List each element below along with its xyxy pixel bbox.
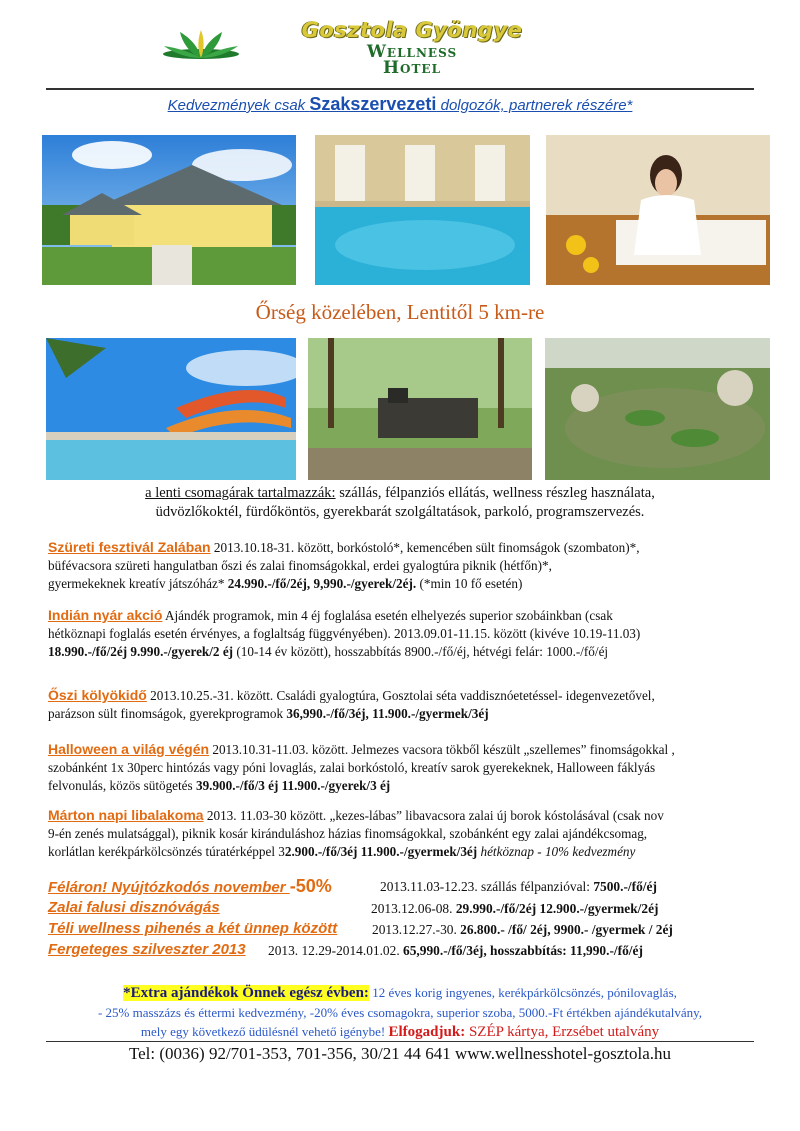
short-offer-teli-wellness	[48, 920, 337, 937]
short-offer-dates: 2013.11.03-12.23.	[380, 879, 478, 894]
extra-text: - 25% masszázs és éttermi kedvezmény, -20% éves csomagokra, superior szoba, 5000.-Ft értékben ajándékutalvány,	[97, 1005, 703, 1020]
short-offer-disznovagas-details	[371, 901, 659, 917]
promo-suffix: dolgozók, partnerek részére*	[436, 97, 633, 114]
hotel-room-photo	[546, 135, 770, 285]
short-offer-price: 26.800.- /fő/ 2éj, 9900.- /gyermek / 2éj	[460, 922, 673, 937]
offer-title: Halloween a világ végén	[48, 741, 210, 757]
offer-title: Szüreti fesztivál Zalában	[48, 539, 211, 555]
logo-leaf-icon	[160, 28, 242, 68]
offer-title: Indián nyár akció	[48, 607, 163, 623]
offer-indian-summer	[48, 606, 768, 661]
brand-line3: Hotel	[382, 58, 442, 78]
offer-text: gyermekeknek kreatív játszóház*	[48, 576, 228, 591]
garden-pond-photo	[545, 338, 770, 480]
offer-note: hétköznap - 10% kedvezmény	[477, 844, 636, 859]
short-offer-title: Féláron! Nyújtózkodós november	[48, 879, 290, 896]
accept-text: SZÉP kártya, Erzsébet utalvány	[465, 1024, 660, 1040]
short-offer-dates: 2013.12.06-08.	[371, 901, 453, 916]
offer-text: 2013.10.25.-31. között. Családi gyalogtúra, Gosztolai séta vaddisznóetetéssel- idegenvezetővel,	[146, 688, 655, 703]
offer-text: korlátlan kerékpárkölcsönzés túratérképpel 3	[48, 844, 285, 859]
promo-highlight: Szakszervezeti	[309, 94, 437, 114]
extra-gifts	[40, 983, 760, 1042]
offer-text: felvonulás, közös sütögetés	[48, 778, 196, 793]
offer-text: Ajándék programok, min 4 éj foglalása esetén elhelyezés superior szobáinkban (csak	[162, 608, 613, 623]
short-offer-text: szállás félpanzióval:	[477, 879, 594, 894]
location-subtitle: Őrség közelében, Lentitől 5 km-re	[255, 300, 545, 324]
short-offer-price: 65,990.-/fő/3éj, hosszabbítás: 11,990.-/fő/éj	[403, 943, 643, 958]
offer-text: parázson sült finomságok, gyerekprogramok	[48, 706, 287, 721]
package-line1: szállás, félpanziós ellátás, wellness részleg használata,	[335, 485, 655, 501]
brand-subtitle	[262, 44, 562, 76]
short-offer-szilveszter-details	[268, 943, 643, 959]
brand-name: Gosztola Gyöngye	[301, 18, 523, 42]
short-offer-november-details	[380, 879, 657, 895]
aquapark-photo	[46, 338, 296, 480]
offer-szureti	[48, 538, 768, 593]
short-offer-dates: 2013. 12.29-2014.01.02.	[268, 943, 400, 958]
offer-price: 18.990.-/fő/2éj 9.990.-/gyerek/2 éj	[48, 644, 234, 659]
offer-note: (*min 10 fő esetén)	[416, 576, 523, 591]
package-contents	[48, 484, 752, 522]
short-offer-title: Zalai falusi disznóvágás	[48, 899, 220, 916]
short-offer-title: Téli wellness pihenés a két ünnep között	[48, 920, 338, 937]
offer-oszi-kolyokido	[48, 686, 768, 723]
offer-title: Őszi kölyökidő	[48, 687, 147, 703]
offer-price: 39.900.-/fő/3 éj 11.900.-/gyerek/3 éj	[195, 778, 391, 793]
discount-badge: -50%	[289, 876, 332, 896]
short-offer-title: Fergeteges szilveszter 2013	[48, 941, 246, 958]
offer-text: büfévacsora szüreti hangulatban őszi és zalai finomságokkal, erdei gyalogtúra piknik (hétfőn)*,	[48, 558, 552, 573]
offer-text: (10-14 év között), hosszabbítás 8900.-/fő/éj, hétvégi felár: 1000.-/fő/éj	[233, 644, 609, 659]
footer-divider	[46, 1041, 754, 1042]
header-divider	[46, 88, 754, 90]
offer-text: 2013. 11.03-30 között. „kezes-lábas” libavacsora zalai új borok kóstolásával (csak nov	[203, 808, 664, 823]
offer-text: 2013.10.31-11.03. között. Jelmezes vacsora tökből készült „szellemes” finomságokkal ,	[209, 742, 675, 757]
offer-halloween	[48, 740, 768, 795]
package-line2: üdvözlőkoktél, fürdőköntös, gyerekbarát szolgáltatások, parkoló, programszervezés.	[155, 504, 645, 520]
accept-label: Elfogadjuk:	[388, 1024, 466, 1040]
offer-text: hétköznapi foglalás esetén érvényes, a foglaltság függvényében). 2013.09.01-11.15. között (kivéve 10.19-11.03)	[48, 626, 641, 641]
short-offer-dates: 2013.12.27.-30.	[372, 922, 457, 937]
package-lead: a lenti csomagárak tartalmazzák:	[145, 485, 336, 501]
brand-line2: Wellness	[366, 42, 458, 62]
short-offer-price: 7500.-/fő/éj	[593, 879, 657, 894]
short-offer-disznovagas	[48, 899, 220, 916]
forest-railway-photo	[308, 338, 532, 480]
offer-price: 2.900.-/fő/3éj 11.900.-/gyermek/3éj	[284, 844, 478, 859]
offer-price: 36,990.-/fő/3éj, 11.900.-/gyermek/3éj	[286, 706, 489, 721]
extra-text: 12 éves korig ingyenes, kerékpárkölcsönzés, pónilovaglás,	[368, 985, 677, 1000]
promo-headline	[40, 94, 760, 115]
indoor-pool-photo	[315, 135, 530, 285]
hotel-exterior-photo	[42, 135, 296, 285]
extra-highlight: *Extra ajándékok Önnek egész évben:	[123, 985, 369, 1001]
short-offer-szilveszter	[48, 941, 246, 958]
short-offer-november	[48, 876, 332, 897]
offer-price: 24.990.-/fő/2éj, 9,990.-/gyerek/2éj.	[227, 576, 417, 591]
contact-footer: Tel: (0036) 92/701-353, 701-356, 30/21 44 641 www.wellnesshotel-gosztola.hu	[128, 1044, 672, 1063]
offer-marton-napi	[48, 806, 768, 861]
offer-text: 2013.10.18-31. között, borkóstoló*, kemencében sült finomságok (szombaton)*,	[210, 540, 640, 555]
promo-prefix: Kedvezmények csak	[167, 97, 310, 114]
short-offer-price: 29.990.-/fő/2éj 12.900.-/gyermek/2éj	[455, 901, 659, 916]
short-offer-teli-details	[372, 922, 673, 938]
offer-title: Márton napi libalakoma	[48, 807, 204, 823]
offer-text: szobánként 1x 30perc hintózás vagy póni lovaglás, zalai borkóstoló, kreatív sarok gyerekeknek, Halloween fáklyás	[48, 760, 656, 775]
offer-text: 9-én zenés mulatsággal), piknik kosár kiránduláshoz házias finomságokkal, szobánként egy zalai ajándékcsomag,	[48, 826, 648, 841]
extra-text: mely egy következő üdülésnél vehető igénybe!	[140, 1024, 386, 1039]
